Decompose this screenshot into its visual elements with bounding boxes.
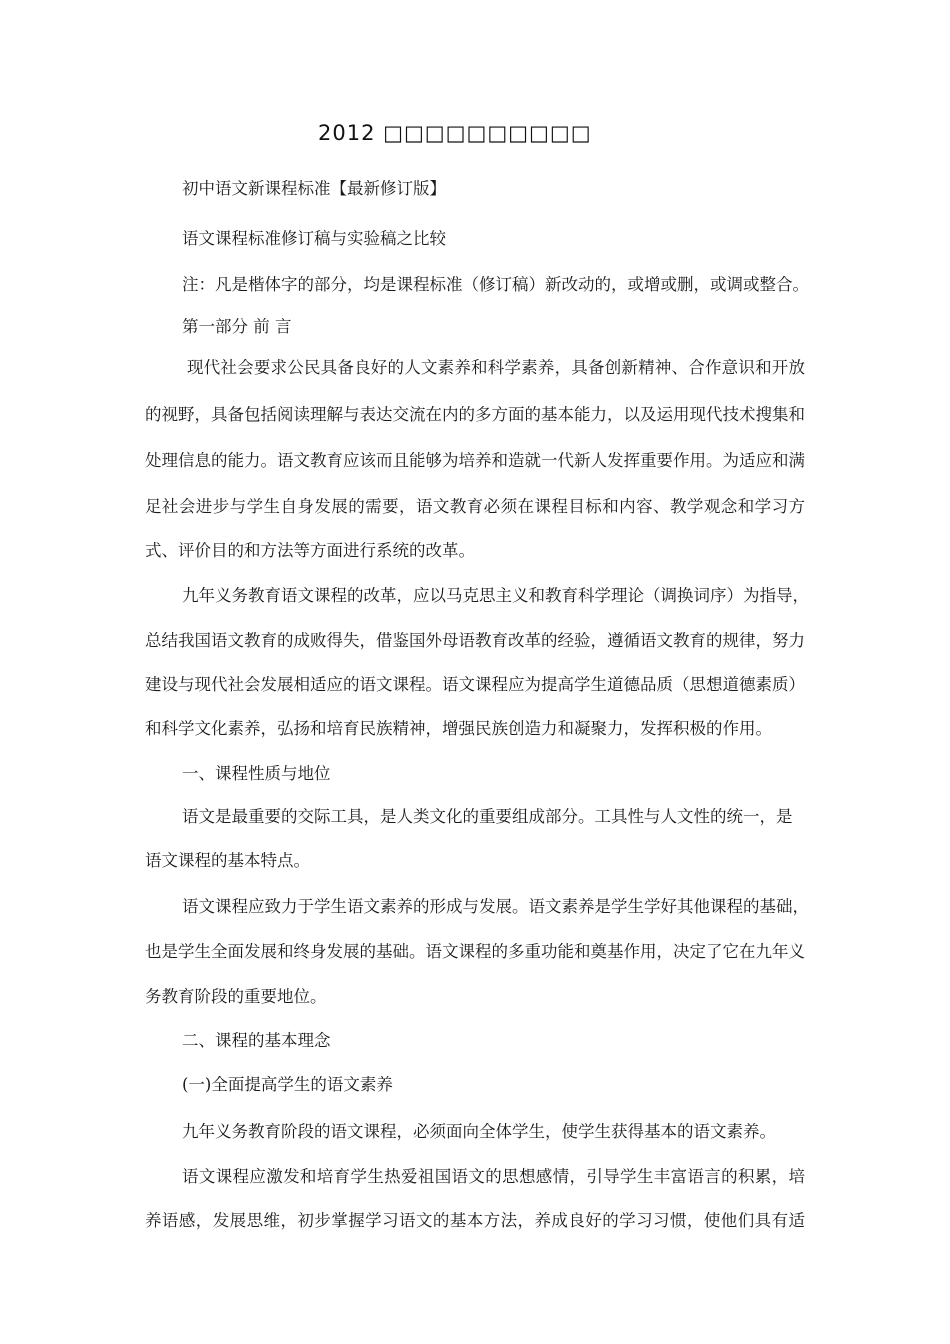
paragraph-line: 务教育阶段的重要地位。	[145, 987, 327, 1006]
paragraph-line: 式、评价目的和方法等方面进行系统的改革。	[145, 541, 475, 560]
section-heading-concepts: 二、课程的基本理念	[182, 1031, 331, 1050]
document-title: 2012 □□□□□□□□□□	[318, 121, 592, 145]
comparison-heading: 语文课程标准修订稿与实验稿之比较	[182, 229, 446, 248]
paragraph-line: 语文课程应激发和培育学生热爱祖国语文的思想感情，引导学生丰富语言的积累，培	[182, 1167, 805, 1186]
paragraph-line: 语文是最重要的交际工具，是人类文化的重要组成部分。工具性与人文性的统一，是	[182, 807, 793, 826]
paragraph-line: 养语感，发展思维，初步掌握学习语文的基本方法，养成良好的学习习惯，使他们具有适	[145, 1211, 805, 1230]
paragraph-line: 语文课程应致力于学生语文素养的形成与发展。语文素养是学生学好其他课程的基础，	[182, 897, 809, 916]
paragraph-line: 九年义务教育语文课程的改革，应以马克思主义和教育科学理论（调换词序）为指导，	[182, 586, 809, 605]
paragraph-line: 和科学文化素养，弘扬和培育民族精神，增强民族创造力和凝聚力，发挥积极的作用。	[145, 719, 772, 738]
section-heading-nature: 一、课程性质与地位	[182, 764, 331, 783]
paragraph-line: 建设与现代社会发展相适应的语文课程。语文课程应为提高学生道德品质（思想道德素质）	[145, 675, 805, 694]
note-text: 注：凡是楷体字的部分，均是课程标准（修订稿）新改动的，或增或删，或调或整合。	[182, 275, 809, 294]
paragraph-line: 的视野，具备包括阅读理解与表达交流在内的多方面的基本能力，以及运用现代技术搜集和	[145, 405, 805, 424]
subtitle: 初中语文新课程标准【最新修订版】	[182, 179, 446, 198]
part-heading: 第一部分 前 言	[182, 317, 292, 336]
paragraph-line: 现代社会要求公民具备良好的人文素养和科学素养，具备创新精神、合作意识和开放	[187, 358, 805, 377]
paragraph-line: 九年义务教育阶段的语文课程，必须面向全体学生，使学生获得基本的语文素养。	[182, 1122, 776, 1141]
paragraph-line: 总结我国语文教育的成败得失，借鉴国外母语教育改革的经验，遵循语文教育的规律，努力	[145, 631, 805, 650]
paragraph-line: 也是学生全面发展和终身发展的基础。语文课程的多重功能和奠基作用，决定了它在九年义	[145, 942, 805, 961]
paragraph-line: 处理信息的能力。语文教育应该而且能够为培养和造就一代新人发挥重要作用。为适应和满	[145, 451, 805, 470]
subsection-heading: (一)全面提高学生的语文素养	[182, 1075, 393, 1094]
paragraph-line: 语文课程的基本特点。	[145, 851, 310, 870]
paragraph-line: 足社会进步与学生自身发展的需要，语文教育必须在课程目标和内容、教学观念和学习方	[145, 497, 805, 516]
